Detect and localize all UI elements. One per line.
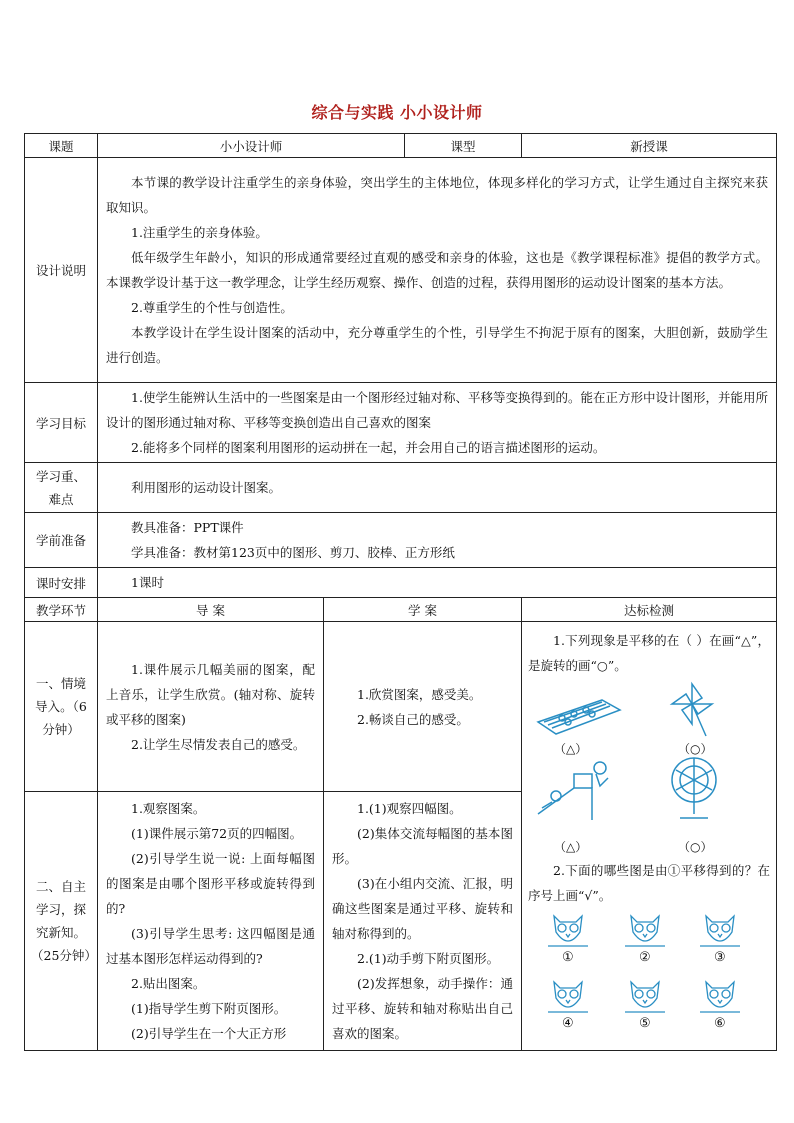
owl-label: ② [639, 950, 651, 965]
type-value: 新授课 [522, 134, 777, 158]
owl-picture [546, 976, 590, 1018]
owl-pictures [528, 908, 770, 1038]
stage2-learn-para: 2.(1)动手剪下附页图形。 [357, 951, 500, 966]
schedule-text [98, 568, 777, 598]
stage2-guide-para: (2)引导学生说一说: 上面每幅图的图案是由哪个图形平移或旋转得到的? [106, 851, 315, 916]
stage2-learn-para: 1.(1)观察四幅图。 [357, 801, 462, 816]
stage2-learn-para: (2)集体交流每幅图的基本图形。 [332, 826, 514, 866]
col-stage: 教学环节 [25, 598, 98, 622]
header-row [25, 134, 777, 158]
design-label: 设计说明 [25, 158, 98, 383]
type-key: 课型 [405, 134, 522, 158]
lesson-plan-table [24, 133, 777, 1051]
stage2-label: 二、自主学习，探究新知。（25分钟） [25, 792, 98, 1051]
page-title: 综合与实践 小小设计师 [311, 103, 483, 122]
keypoints-value: 利用图形的运动设计图案。 [131, 480, 282, 495]
abacus-picture [532, 692, 624, 738]
goals-row [25, 383, 777, 463]
goals-text [98, 383, 777, 463]
mark-circle-2: （○） [678, 840, 713, 854]
prep-line: 学具准备：教材第123页中的图形、剪刀、胶棒、正方形纸 [131, 545, 455, 560]
owl-picture [623, 976, 667, 1018]
stage2-guide-para: (1)指导学生剪下附页图形。 [131, 1001, 287, 1016]
col-check: 达标检测 [522, 598, 777, 622]
slide-picture [534, 758, 626, 826]
stage2-guide-para: (1)课件展示第72页的四幅图。 [131, 826, 303, 841]
stage1-learn [324, 622, 522, 792]
schedule-label: 课时安排 [25, 568, 98, 598]
design-para: 低年级学生年龄小，知识的形成通常要经过直观的感受和亲身的体验，这也是《教学课程标准》提倡的教学方式。本课教学设计基于这一教学理念，让学生经历观察、操作、创造的过程，获得用图形的运动设计图案的基本方法。 [106, 250, 769, 290]
owl-label: ③ [714, 950, 726, 965]
keypoints-row [25, 463, 777, 513]
stage2-learn-para: (2)发挥想象，动手操作：通过平移、旋转和轴对称贴出自己喜欢的图案。 [332, 976, 514, 1041]
owl-label: ④ [562, 1016, 574, 1031]
stage1-learn-para: 1.欣赏图案，感受美。 [357, 686, 482, 702]
design-para: 1.注重学生的亲身体验。 [131, 225, 268, 240]
prep-text [98, 513, 777, 568]
owl-label: ⑤ [639, 1016, 651, 1031]
mark-circle: （○） [678, 742, 713, 756]
check-q1: 1.下列现象是平移的在（ ）在画“△”，是旋转的画“○”。 [528, 633, 771, 673]
col-guide: 导 案 [98, 598, 324, 622]
owl-label: ① [562, 950, 574, 965]
col-learn: 学 案 [324, 598, 522, 622]
column-header-row [25, 598, 777, 622]
lesson-value: 小小设计师 [98, 134, 405, 158]
mark-triangle: （△） [554, 742, 588, 756]
goals-para: 1.使学生能辨认生活中的一些图案是由一个图形经过轴对称、平移等变换得到的。能在正方形中设计图形，并能用所设计的图形通过轴对称、平移等变换创造出自己喜欢的图案 [106, 390, 769, 430]
stage2-guide-para: (2)引导学生在一个大正方形 [131, 1026, 287, 1041]
prep-label: 学前准备 [25, 513, 98, 568]
stage2-guide [98, 792, 324, 1051]
owl-picture [623, 910, 667, 952]
design-para: 本节课的教学设计注重学生的亲身体验，突出学生的主体地位，体现多样化的学习方式，让学生通过自主探究来获取知识。 [106, 175, 769, 215]
prep-line: 教具准备：PPT课件 [131, 520, 244, 535]
stage1-guide-para: 1.课件展示几幅美丽的图案，配上音乐，让学生欣赏。(轴对称、旋转或平移的图案) [106, 661, 315, 727]
stage1-row [25, 622, 777, 792]
prep-row [25, 513, 777, 568]
keypoints-label: 学习重、难点 [25, 463, 98, 513]
lesson-key: 课题 [25, 134, 98, 158]
stage2-guide-para: 1.观察图案。 [131, 801, 206, 816]
mark-triangle-2: （△） [554, 840, 588, 854]
pinwheel-picture [662, 680, 724, 738]
design-text [98, 158, 777, 383]
goals-label: 学习目标 [25, 383, 98, 463]
stage2-learn [324, 792, 522, 1051]
owl-picture [698, 910, 742, 952]
stage1-guide [98, 622, 324, 792]
schedule-value: 1课时 [131, 575, 164, 590]
q1-pictures [528, 678, 770, 858]
stage2-learn-para: (3)在小组内交流、汇报，明确这些图案是通过平移、旋转和轴对称得到的。 [332, 876, 514, 941]
check-q2: 2.下面的哪些图是由①平移得到的？在序号上画“√”。 [528, 863, 771, 903]
owl-picture [698, 976, 742, 1018]
design-row [25, 158, 777, 383]
stage2-guide-para: 2.贴出图案。 [131, 976, 206, 991]
goals-para: 2.能将多个同样的图案利用图形的运动拼在一起，并会用自己的语言描述图形的运动。 [131, 440, 606, 455]
design-para: 2.尊重学生的个性与创造性。 [131, 300, 293, 315]
design-para: 本教学设计在学生设计图案的活动中，充分尊重学生的个性，引导学生不拘泥于原有的图案，大胆创新，鼓励学生进行创造。 [106, 325, 769, 365]
stage1-guide-para: 2.让学生尽情发表自己的感受。 [131, 736, 306, 752]
stage1-learn-para: 2.畅谈自己的感受。 [357, 711, 469, 727]
schedule-row [25, 568, 777, 598]
keypoints-text [98, 463, 777, 513]
check-cell [522, 622, 777, 1051]
stage2-guide-para: (3)引导学生思考: 这四幅图是通过基本图形怎样运动得到的? [106, 926, 315, 966]
owl-picture [546, 910, 590, 952]
owl-label: ⑥ [714, 1016, 726, 1031]
fan-picture [664, 754, 724, 824]
stage1-label: 一、情境导入。（6分钟） [25, 622, 98, 792]
